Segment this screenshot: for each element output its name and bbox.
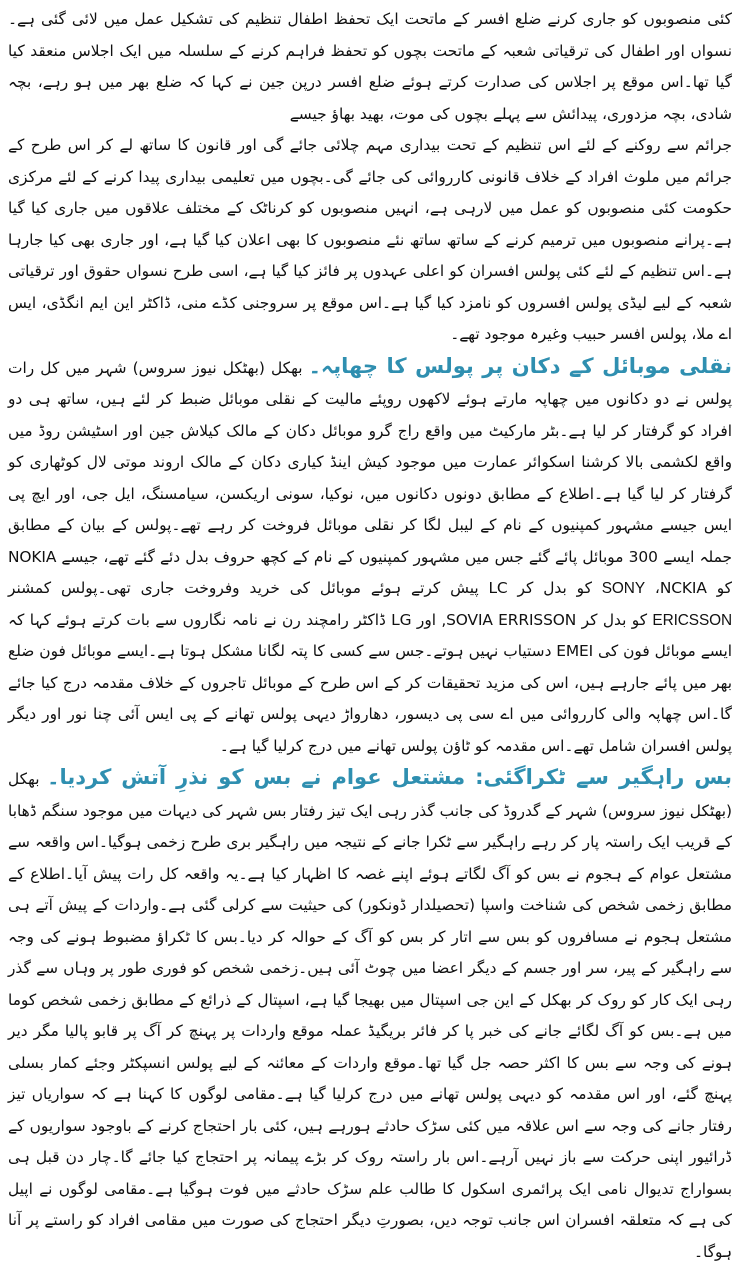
article2-body — [8, 351, 732, 763]
article3-body — [8, 762, 732, 1268]
article3-text: بھکل (بھٹکل نیوز سروس) شہر کے گدروڈ کی جانب گذر رہی ایک تیز رفتار بس شہر کی دیہات میں موجود سنگم ڈھابا کے قریب ایک راستہ پار کر رہے راہگیر سے ٹکرا جانے کے نتیجہ میں راہگیر بری طرح زخمی ہوگیا۔اس واقعہ سے مشتعل عوام کے ہجوم نے بس کو آگ لگاتے ہوئے اپنے غصہ کا اظہار کیا ہے۔یہ واقعہ کل رات پیش آیا۔اطلاع کے مطابق زخمی شخص کی شناخت واسپا (تحصیلدار ڈونکور) کی حیثیت سے کرلی گئی ہے۔واردات کے پیش آتے ہی مشتعل ہجوم نے مسافروں کو بس سے اتار کر بس کو آگ کے حوالہ کر دیا۔بس کا ٹکراؤ مضبوط ہونے کی وجہ سے راہگیر کے پیر، سر اور جسم کے دیگر اعضا میں چوٹ آئی ہیں۔زخمی شخص کو فوری طور پر وہاں سے گذر رہی ایک کار کو روک کر بھکل کے این جی اسپتال میں بھیجا گیا ہے، اسپتال کے ذرائع کے مطابق زخمی شخص کوما میں ہے۔بس کو آگ لگائے جانے کی خبر پا کر فائر بریگیڈ عملہ موقع واردات پر پہنچ کر آگ پر قابو پالیا مگر دیر ہونے کی وجہ سے بس کا اکثر حصہ جل گیا تھا۔موقع واردات کے معائنہ کے لیے پولس انسپکٹر وجئے کمار بسلی پہنچ گئے، اور اس مقدمہ کو دیہی پولس تھانے میں درج کرلیا گیا ہے۔مقامی لوگوں کا کہنا ہے کہ سواریاں تیز رفتار جانے کی وجہ سے اس علاقہ میں کئی سڑک حادثے ہورہے ہیں، کئی بار احتجاج کرنے کے باوجود سواریوں کے ڈرائیور اپنی حرکت سے باز نہیں آرہے۔اس بار راستہ روک کر بڑے پیمانہ پر احتجاج کیا جائے گا۔چار دن قبل ہی بسواراج تدیوال نامی ایک پرائمری اسکول کا طالب علم سڑک حادثے میں فوت ہوگیا ہے۔مقامی لوگوں نے اپیل کی ہے کہ متعلقہ افسران اس جانب توجہ دیں، بصورتِ دیگر احتجاج کی صورت میں مقامی افراد کو راستے پر آنا ہوگا۔ — [8, 770, 732, 1261]
article2-text-part2: کو بدل کر LC پیش کرتے ہوئے موبائل کی خرید وفروخت جاری تھی۔پولس کمشنر — [8, 579, 592, 597]
article3-headline: بس راہگیر سے ٹکراگئی: مشتعل عوام نے بس کو نذرِ آتش کردیا۔ — [47, 765, 732, 789]
article1-paragraph2: جرائم سے روکنے کے لئے اس تنظیم کے تحت بیداری مہم چلائی جائے گی اور قانون کا ساتھ لے کر اس طرح کے جرائم میں ملوث افراد کے خلاف قانونی کارروائی کی جائے گی۔بچوں میں تعلیمی بیداری پیدا کرنے کے لئے مرکزی حکومت کئی منصوبوں کو عمل میں لارہی ہے، انہیں منصوبوں کو کرناٹک کے مختلف علاقوں میں جاری کیا گیا ہے۔پرانے منصوبوں میں ترمیم کرنے کے ساتھ ساتھ نئے منصوبوں کا بھی اعلان کیا گیا ہے، اور جاری بھی کیا جارہا ہے۔اس تنظیم کے لئے کئی پولس افسران کو اعلی عہدوں پر فائز کیا گیا ہے، اسی طرح نسواں حقوق اور ترقیاتی شعبہ کے لیے لیڈی پولس افسروں کو نامزد کیا گیا ہے۔اس موقع پر سروجنی کڈے منی، ڈاکٹر این ایم انگڈی، ایس اے ملا، پولس افسر حبیب وغیرہ موجود تھے۔ — [8, 136, 732, 343]
article2-text-part3: کو بدل کر SOVIA ERRISSON, اور LG — [391, 610, 648, 629]
brand-ericsson: ERICSSON — [652, 611, 732, 629]
brand-sony: SONY — [601, 580, 645, 597]
article2-text-part4: ڈاکٹر رامچند رن نے نامہ نگاروں سے بات کرتے ہوئے کہا کہ ایسے موبائل فون کی EMEI دستیاب نہیں ہوتے۔جس سے کسی کا پتہ لگانا مشکل ہوتا ہے۔ایسے موبائل فون ضلع بھر میں پائے جارہے ہیں، اس کی مزید تحقیقات کر کے اس طرح کے موبائل تاجروں کے خلاف مقدمہ درج کیا جائے گا۔اس چھاپہ والی کارروائی میں اے سی پی دیسور، دھارواڑ دیہی پولس تھانے کے پی ایس آئی چنا نور اور دیگر پولس افسران شامل تھے۔اس مقدمہ کو ٹاؤن پولس تھانے میں درج کرلیا گیا ہے۔ — [8, 610, 732, 755]
article2-headline: نقلی موبائل کے دکان پر پولس کا چھاپہ۔ — [308, 353, 732, 378]
article2-text-part1: بھکل (بھٹکل نیوز سروس) شہر میں کل رات پولس نے دو دکانوں میں چھاپہ مارتے ہوئے لاکھوں روپئے مالیت کے نقلی موبائل ضبط کر لئے ہیں، ساتھ ہی دو افراد کو گرفتار کر لیا ہے۔بٹر مارکیٹ میں واقع راج گرو موبائل دکان کے مالک کیلاش جین اور اسٹیشن روڈ میں واقع لکشمی بالا کرشنا اسکوائر عمارت میں موجود کیش اینڈ کیاری دکان کے مالک اروند موتی لال کوٹھاری کو گرفتار کر لیا گیا ہے۔اطلاع کے مطابق دونوں دکانوں میں، نوکیا، سونی اریکسن، سیامسنگ، ایل جی، اور ایچ پی ایس جیسے مشہور کمپنیوں کے نام کے لیبل لگا کر نقلی موبائل فروخت کر رہے تھے۔پولس کے بیان کے مطابق جملہ ایسے 300 موبائل پائے گئے جس میں مشہور کمپنیوں کے نام کے کچھ حروف بدل دئے گئے تھے، جیسے NOKIA کو NCKIA، — [8, 358, 733, 597]
article1-paragraph1: کئی منصوبوں کو جاری کرنے ضلع افسر کے ماتحت ایک تحفظ اطفال تنظیم کی تشکیل عمل میں لائی گئی ہے۔نسواں اور اطفال کی ترقیاتی شعبہ کے ماتحت بچوں کو تحفظ فراہم کرنے کے سلسلہ میں ایک اجلاس منعقد کیا گیا تھا۔اس موقع پر اجلاس کی صدارت کرتے ہوئے ضلع افسر درپن جین نے کہا کہ ضلع بھر میں ہو رہے، بچہ شادی، بچہ مزدوری، پیدائش سے پہلے بچوں کی موت، بھید بھاؤ جیسے — [8, 10, 732, 123]
